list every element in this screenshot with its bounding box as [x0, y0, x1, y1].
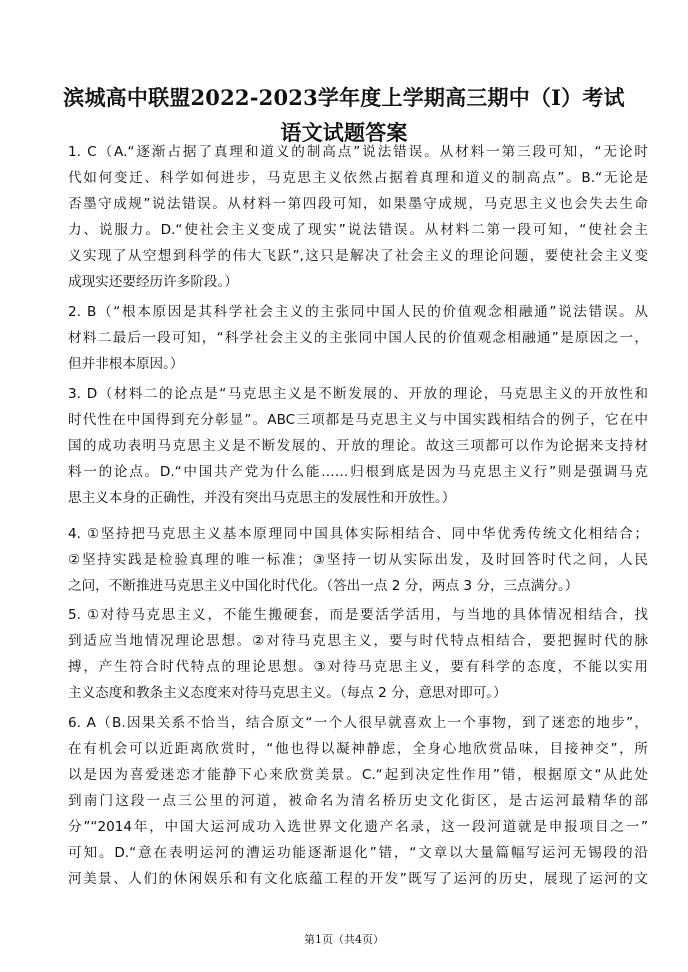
- text-line: 3. D（材料二的论点是“马克思主义是不断发展的、开放的理论，马克思主义的开放性和: [68, 386, 648, 402]
- text-line: 主义态度和教条主义态度来对待马克思主义。（每点 2 分，意思对即可。）: [68, 685, 507, 701]
- text-line: 河美景、人们的休闲娱乐和有文化底蕴工程的开发”既写了运河的历史，展现了运河的文: [68, 871, 648, 887]
- document-subtitle: 语文试题答案: [280, 120, 408, 145]
- document-title: 滨城高中联盟2022-2023学年度上学期高三期中（I）考试: [63, 85, 625, 110]
- text-line: 在有机会可以近距离欣赏时，“他也得以凝神静虑，全身心地欣赏品味，目接神交”，所: [68, 741, 648, 757]
- text-line: 可知。D.“意在表明运河的漕运功能逐渐退化”错，“文章以大量篇幅写运河无锡段的沿: [68, 845, 648, 861]
- text-line: 成现实还要经历许多阶段。）: [68, 274, 238, 290]
- text-line: 搏，产生符合时代特点的理论思想。③对待马克思主义，要有科学的态度，不能以实用: [68, 659, 648, 675]
- text-line: 力、说服力。D.“使社会主义变成了现实”说法错误。从材料二第一段可知，“使社会主: [68, 222, 648, 238]
- text-line: 之问，不断推进马克思主义中国化时代化。（答出一点 2 分，两点 3 分，三点满分。）: [68, 578, 579, 594]
- text-line: 义实现了从空想到科学的伟大飞跃”,这只是解决了社会主义的理论问题，要使社会主义变: [68, 248, 648, 264]
- text-line: 国的成功表明马克思主义是不断发展的、开放的理论。故这三项都可以作为论据来支持材: [68, 438, 648, 454]
- text-line: 时代性在中国得到充分彰显”。ABC三项都是马克思主义与中国实践相结合的例子，它在中: [68, 412, 648, 428]
- text-line: 到南门这段一点三公里的河道，被命名为清名桥历史文化街区，是古运河最精华的部: [68, 793, 648, 809]
- text-line: 否墨守成规”说法错误。从材料一第四段可知，如果墨守成规，马克思主义也会失去生命: [68, 196, 648, 212]
- text-line: 思主义本身的正确性，并没有突出马克思主的发展性和开放性。）: [68, 490, 456, 506]
- text-line: 5. ①对待马克思主义，不能生搬硬套，而是要活学活用，与当地的具体情况相结合，找: [68, 607, 648, 623]
- text-line: 6. A（B.因果关系不恰当，结合原文“一个人很早就喜欢上一个事物，到了迷恋的地步”，: [68, 715, 648, 731]
- text-line: 2. B（“根本原因是其科学社会主义的主张同中国人民的价值观念相融通”说法错误。从: [68, 304, 648, 320]
- text-line: 但并非根本原因。）: [68, 356, 184, 372]
- text-line: 料一的论点。D.“中国共产党为什么能……归根到底是因为马克思主义行”则是强调马克: [68, 464, 648, 480]
- text-line: 分”“2014年，中国大运河成功入选世界文化遗产名录，这一段河道就是申报项目之一”: [68, 819, 648, 835]
- text-line: 材料二最后一段可知，“科学社会主义的主张同中国人民的价值观念相融通”是原因之一，: [68, 330, 648, 346]
- text-line: 代如何变迁、科学如何进步，马克思主义依然占据着真理和道义的制高点”。B.“无论是: [68, 170, 648, 186]
- text-line: 到适应当地情况理论思想。②对待马克思主义，要与时代特点相结合，要把握时代的脉: [68, 633, 648, 649]
- text-line: 4. ①坚持把马克思主义基本原理同中国具体实际相结合、同中华优秀传统文化相结合；: [68, 526, 648, 542]
- text-line: 以是因为喜爱迷恋才能静下心来欣赏美景。C.“起到决定性作用”错，根据原文“从此处: [68, 767, 649, 783]
- text-line: 1. C（A.“逐渐占据了真理和道义的制高点”说法错误。从材料一第三段可知，“无论时: [68, 144, 648, 160]
- text-line: ②坚持实践是检验真理的唯一标准；③坚持一切从实际出发，及时回答时代之问，人民: [68, 552, 648, 568]
- page-number: 第1页（共4页）: [304, 933, 384, 946]
